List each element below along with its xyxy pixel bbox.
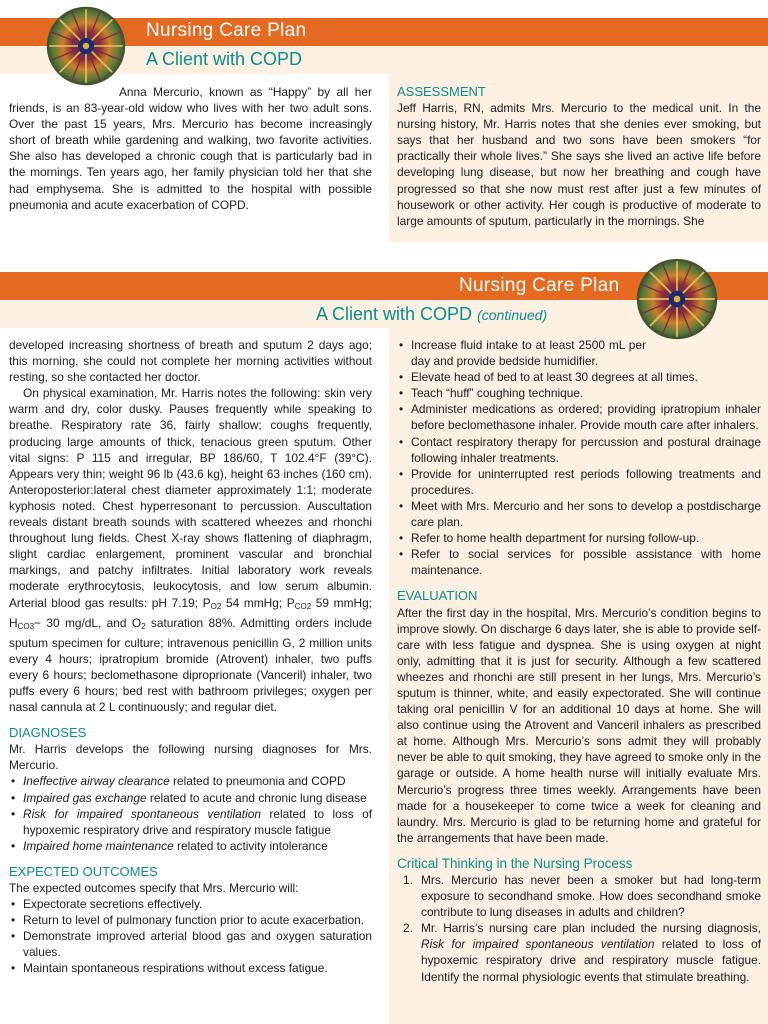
bottom-right-column	[397, 337, 761, 985]
list-item: • Expectorate secretions effectively.	[9, 896, 372, 912]
sunburst-mosaic-logo-icon	[636, 258, 718, 340]
list-item: • Provide for uninterrupted rest periods following treatments and procedures.	[397, 466, 761, 498]
list-item: • Refer to social services for possible assistance with home maintenance.	[397, 546, 761, 578]
list-item: • Ineffective airway clearance related to pneumonia and COPD	[9, 773, 372, 789]
evaluation-text: After the first day in the hospital, Mrs. Mercurio’s condition begins to improve slowly. On discharge 6 days later, she is able to provide self-care with less fatigue and dyspnea. She is using oxygen at night only, admitting that it is just for security. Although a few scattered wheezes and rhonchi are still present in her lungs, Mrs. Mercurio’s sputum is thinner, white, and easily expectorated. She will continue taking oral penicillin V for an additional 10 days at home. She will also continue using the Atrovent and Vanceril inhalers as prescribed at home. Although Mrs. Mercurio’s sons admit they will probably never be able to quit smoking, they have agreed to smoke only in the garage or outside. A home health nurse will initially evaluate Mrs. Mercurio’s progress three times weekly. Arrangements have been made for a housekeeper to come twice a week for cleaning and laundry. Mrs. Mercurio is glad to be returning home and grateful for the arrangements that have been made.	[397, 605, 761, 845]
bottom-left-column	[9, 337, 372, 977]
list-item: • Refer to home health department for nursing follow-up.	[397, 530, 761, 546]
bottom-title: Nursing Care Plan	[459, 275, 620, 296]
list-item: • Impaired home maintenance related to activity intolerance	[9, 838, 372, 854]
list-item: • Risk for impaired spontaneous ventilation related to loss of hypoxemic respiratory drive and respiratory muscle fatigue	[9, 806, 372, 838]
outcomes-list	[9, 896, 372, 976]
list-item: 2. Mr. Harris’s nursing care plan included the nursing diagnosis, Risk for impaired spontaneous ventilation related to loss of hypoxemic respiratory drive and respiratory muscle fatigue. Identify the normal physiologic events that stimulate breathing.	[403, 921, 761, 984]
list-item: 1. Mrs. Mercurio has never been a smoker but had long-term exposure to secondhand smoke. How does secondhand smoke contribute to lung diseases in adults and children?	[403, 873, 761, 920]
list-item: • Maintain spontaneous respirations without excess fatigue.	[9, 960, 372, 976]
history-paragraph: developed increasing shortness of breath and sputum 2 days ago; this morning, she could not complete her morning activities without resting, so she contacted her doctor.	[9, 338, 372, 385]
critical-thinking-list	[397, 872, 761, 985]
top-assessment-block	[397, 84, 761, 229]
diagnoses-intro: Mr. Harris develops the following nursing diagnoses for Mrs. Mercurio.	[9, 742, 372, 773]
assessment-text: Jeff Harris, RN, admits Mrs. Mercurio to the medical unit. In the nursing history, Mr. Harris notes that she denies ever smoking, but says that her husband and two sons have been smokers “for practically their whole lives.” She says she lived an active life before developing lung disease, but now her breathing and cough have progressed so that she now must rest after just a few minutes of housework or other activity. Her cough is productive of moderate to large amounts of sputum, particularly in the mornings. She	[397, 101, 761, 228]
list-item: • Impaired gas exchange related to acute and chronic lung disease	[9, 790, 372, 806]
sunburst-mosaic-logo-icon	[46, 6, 126, 86]
critical-thinking-heading: Critical Thinking in the Nursing Process	[397, 855, 633, 871]
top-intro-text	[9, 84, 372, 213]
top-title: Nursing Care Plan	[146, 20, 307, 41]
exam-paragraph: On physical examination, Mr. Harris notes the following: skin very warm and dry, color dusky. Pauses frequently while speaking to breathe. Respiratory rate 36, fairly shallow; coughs frequently, producing large amounts of thick, tenacious green sputum. Other vital signs: P 115 and irregular, BP 186/60, T 102.4°F (39°C). Appears very thin; weight 96 lb (43.6 kg), height 63 inches (160 cm). Anteroposterior:lateral chest diameter approximately 1:1; moderate kyphosis noted. Chest hyperresonant to percussion. Auscultation reveals distant breath sounds with scattered wheezes and rhonchi throughout lung fields. Chest X-ray shows flattening of diaphragm, slight cardiac enlargement, prominent vascular and bronchial markings, and patchy infiltrates. Initial laboratory work reveals moderate erythrocytosis, leukocytosis, and low serum albumin. Arterial blood gas results: pH 7.19; $P_{O2}$ 54 mmHg; $P_{CO2}$ 59 mmHg; $H_{CO3}- 30$ mg/dL, and $O_2$ saturation 88%. Admitting orders include sputum specimen for culture; intravenous penicillin G, 2 million units every 4 hours; ipratropium bromide (Atrovent) inhaler, two puffs every 6 hours; beclomethasone diproprionate (Vanceril) inhaler, two puffs every 6 hours; bed rest with bathroom privileges; oxygen per nasal cannula at 2 L continuously; and regular diet.	[9, 386, 372, 715]
evaluation-heading: EVALUATION	[397, 588, 478, 604]
bottom-subtitle	[316, 304, 547, 325]
outcomes-heading: EXPECTED OUTCOMES	[9, 863, 158, 879]
list-item: • Elevate head of bed to at least 30 degrees at all times.	[397, 369, 761, 385]
top-subtitle: A Client with COPD	[146, 49, 303, 69]
continued-label: (continued)	[477, 307, 548, 323]
diagnoses-heading: DIAGNOSES	[9, 725, 87, 741]
list-item: • Teach “huff” coughing technique.	[397, 385, 761, 401]
assessment-heading: ASSESSMENT	[397, 84, 486, 99]
outcomes-intro: The expected outcomes specify that Mrs. Mercurio will:	[9, 881, 299, 895]
interventions-list	[397, 337, 761, 578]
list-item: • Return to level of pulmonary function prior to acute exacerbation.	[9, 912, 372, 928]
bottom-subtitle-text: A Client with COPD	[316, 304, 473, 324]
list-item: • Increase fluid intake to at least 2500 mL per day and provide bedside humidifier.	[397, 337, 761, 369]
list-item: • Demonstrate improved arterial blood gas and oxygen saturation values.	[9, 928, 372, 960]
intro-paragraph: Anna Mercurio, known as “Happy” by all her friends, is an 83-year-old widow who lives with her two adult sons. Over the past 15 years, Mrs. Mercurio has become increasingly short of breath while gardening and walking, two favorite activities. She also has developed a chronic cough that is particularly bad in the mornings. Ten years ago, her family physician told her that she had emphysema. She is admitted to the hospital with possible pneumonia and acute exacerbation of COPD.	[9, 85, 372, 212]
list-item: • Administer medications as ordered; providing ipratropium inhaler before beclomethasone inhaler. Provide mouth care after inhalers.	[397, 401, 761, 433]
list-item: • Contact respiratory therapy for percussion and postural drainage following inhaler treatments.	[397, 434, 761, 466]
list-item: • Meet with Mrs. Mercurio and her sons to develop a postdischarge care plan.	[397, 498, 761, 530]
diagnoses-list	[9, 773, 372, 853]
